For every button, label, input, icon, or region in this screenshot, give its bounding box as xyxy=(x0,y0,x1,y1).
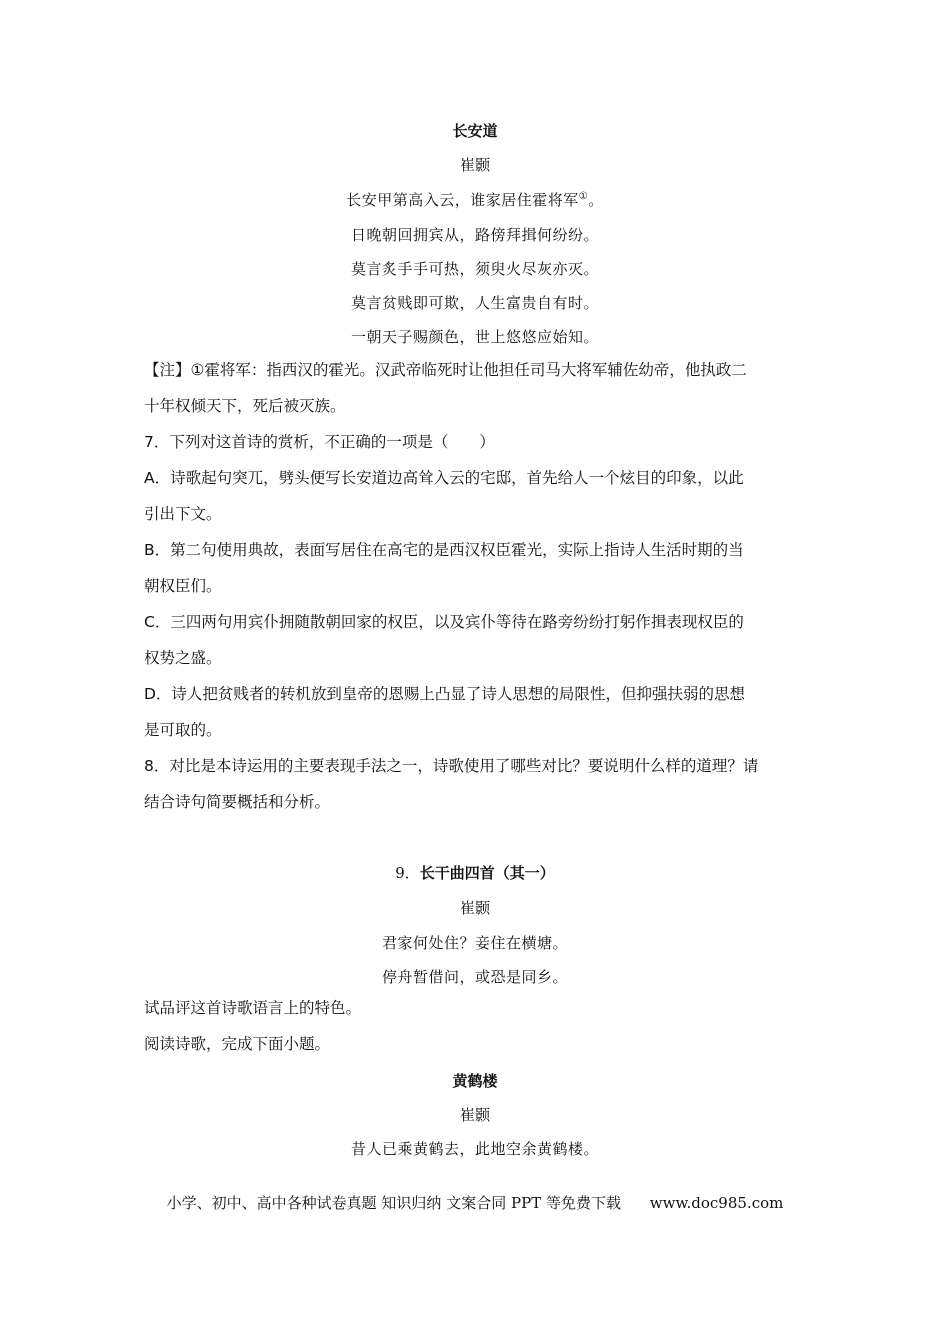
reading-instruction: 阅读诗歌，完成下面小题。 xyxy=(144,1035,331,1053)
footer-text: 知识归纳 xyxy=(381,1194,442,1212)
note-line: 【注】①霍将军：指西汉的霍光。汉武帝临死时让他担任司马大将军辅佐幼帝，他执政二 xyxy=(144,361,747,379)
question-8-line: 8．对比是本诗运用的主要表现手法之一，诗歌使用了哪些对比？要说明什么样的道理？请 xyxy=(144,757,759,775)
question-9 xyxy=(144,990,812,1062)
question-8 xyxy=(144,748,812,820)
question-number: 9． xyxy=(395,864,420,882)
poem-author: 崔颢 xyxy=(459,156,490,174)
poem-line-text: 长安甲第高入云，谁家居住霍将军 xyxy=(346,191,579,209)
footer-text: 小学、初中、高中各种试卷真题 xyxy=(166,1194,377,1212)
footer-text: 文案合同 xyxy=(446,1194,507,1212)
poem-author: 崔颢 xyxy=(459,1106,490,1124)
option-c: C．三四两句用宾仆拥随散朝回家的权臣，以及宾仆等待在路旁纷纷打躬作揖表现权臣的 xyxy=(144,613,744,631)
poem-title-text: 长干曲四首（其一） xyxy=(419,864,555,882)
poem-author: 崔颢 xyxy=(459,899,490,917)
poem-line: 昔人已乘黄鹤去，此地空余黄鹤楼。 xyxy=(350,1140,599,1158)
poem-line: 一朝天子赐颜色，世上悠悠应始知。 xyxy=(350,328,599,346)
poem-line-punct: 。 xyxy=(588,191,604,209)
option-a-cont: 引出下文。 xyxy=(144,505,222,523)
poem-line: 莫言炙手手可热，须臾火尽灰亦灭。 xyxy=(350,260,599,278)
poem-line: 君家何处住？妾住在横塘。 xyxy=(381,934,568,952)
question-stem: 7．下列对这首诗的赏析，不正确的一项是（ ） xyxy=(144,433,495,451)
poem-line: 莫言贫贱即可欺，人生富贵自有时。 xyxy=(350,294,599,312)
footnote-marker: ① xyxy=(578,191,589,202)
question-7 xyxy=(144,424,812,748)
note-line: 十年权倾天下，死后被灭族。 xyxy=(144,397,346,415)
option-c-cont: 权势之盛。 xyxy=(144,649,222,667)
annotation-note xyxy=(144,352,812,424)
option-b: B．第二句使用典故，表面写居住在高宅的是西汉权臣霍光，实际上指诗人生活时期的当 xyxy=(144,541,744,559)
poem-title xyxy=(0,862,950,883)
poem-line: 日晚朝回拥宾从，路傍拜揖何纷纷。 xyxy=(350,226,599,244)
footer-url[interactable]: www.doc985.com xyxy=(649,1194,784,1212)
option-b-cont: 朝权臣们。 xyxy=(144,577,222,595)
poem-line xyxy=(0,189,950,210)
option-d-cont: 是可取的。 xyxy=(144,721,222,739)
poem-title: 长安道 xyxy=(452,122,498,140)
page-footer xyxy=(0,1192,950,1213)
poem-line: 停舟暂借问，或恐是同乡。 xyxy=(381,968,568,986)
option-d: D．诗人把贫贱者的转机放到皇帝的恩赐上凸显了诗人思想的局限性，但抑强扶弱的思想 xyxy=(144,685,745,703)
question-9-prompt: 试品评这首诗歌语言上的特色。 xyxy=(144,999,362,1017)
poem-title: 黄鹤楼 xyxy=(452,1072,498,1090)
question-8-line: 结合诗句简要概括和分析。 xyxy=(144,793,331,811)
footer-text: PPT 等免费下载 xyxy=(511,1194,621,1212)
option-a: A．诗歌起句突兀，劈头便写长安道边高耸入云的宅邸，首先给人一个炫目的印象，以此 xyxy=(144,469,744,487)
